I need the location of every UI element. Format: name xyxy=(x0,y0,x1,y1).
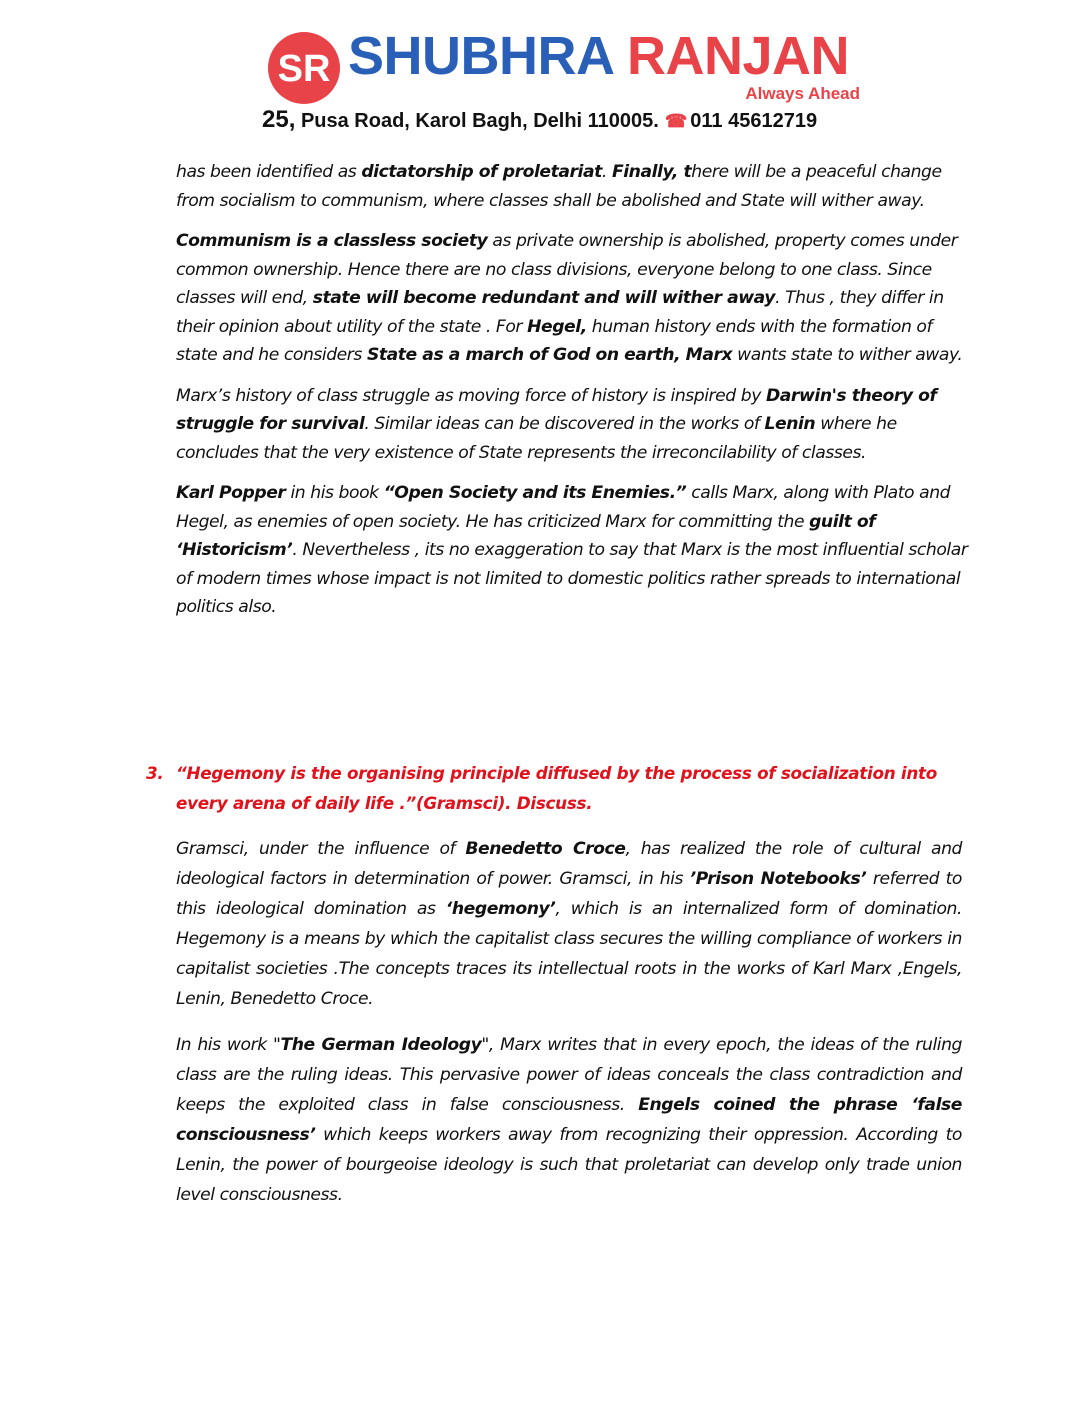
brand-tagline: Always Ahead xyxy=(745,84,860,103)
paragraph: Marx’s history of class struggle as moving force of history is inspired by Darwin's theory of struggle for survival. Similar ideas can be discovered in the works of Lenin where he concludes that the very existence of State represents the irreconcilability of classes. xyxy=(176,385,937,463)
phone-icon: ☎ xyxy=(664,111,688,131)
svg-text:SR: SR xyxy=(277,48,331,90)
body-text-answer xyxy=(176,834,962,1226)
body-text-top xyxy=(176,158,976,634)
paragraph: Karl Popper in his book “Open Society and its Enemies.” calls Marx, along with Plato and Hegel, as enemies of open society. He has criticized Marx for committing the guilt of ‘Historicism’. Nevertheless , its no exaggeration to say that Marx is the most influential scholar of modern times whose impact is not limited to domestic politics rather spreads to international politics also. xyxy=(176,483,968,617)
letterhead xyxy=(0,0,1088,140)
paragraph: Communism is a classless society as private ownership is abolished, property comes under common ownership. Hence there are no class divisions, everyone belong to one class. Since classes will end, state will become redundant and will wither away. Thus , they differ in their opinion about utility of the state . For Hegel, human history ends with the formation of state and he considers State as a march of God on earth, Marx wants state to wither away. xyxy=(176,231,963,365)
brand-name: SHUBHRA RANJAN xyxy=(348,26,850,86)
phone-number: 011 45612719 xyxy=(690,110,818,132)
paragraph: has been identified as dictatorship of proletariat. Finally, there will be a peaceful change from socialism to communism, where classes shall be abolished and State will wither away. xyxy=(176,162,942,211)
question-heading xyxy=(146,758,976,818)
question-text: “Hegemony is the organising principle diffused by the process of socialization into every arena of daily life .”(Gramsci). Discuss. xyxy=(176,763,937,813)
address-line: 25, Pusa Road, Karol Bagh, Delhi 110005. ☎ 011 45612719 xyxy=(262,106,818,133)
paragraph: In his work "The German Ideology", Marx writes that in every epoch, the ideas of the ruling class are the ruling ideas. This pervasive power of ideas conceals the class contradiction and keeps the exploited class in false consciousness. Engels coined the phrase ‘false consciousness’ which keeps workers away from recognizing their oppression. According to Lenin, the power of bourgeoise ideology is such that proletariat can develop only trade union level consciousness. xyxy=(176,1035,963,1205)
question-number: 3. xyxy=(146,763,164,783)
sr-logo-icon xyxy=(266,30,342,106)
paragraph: Gramsci, under the influence of Benedetto Croce, has realized the role of cultural and ideological factors in determination of power. Gramsci, in his ’Prison Notebooks’ referred to this ideological domination as ‘hegemony’, which is an internalized form of domination. Hegemony is a means by which the capitalist class secures the willing compliance of workers in capitalist societies .The concepts traces its intellectual roots in the works of Karl Marx ,Engels, Lenin, Benedetto Croce. xyxy=(176,839,962,1009)
